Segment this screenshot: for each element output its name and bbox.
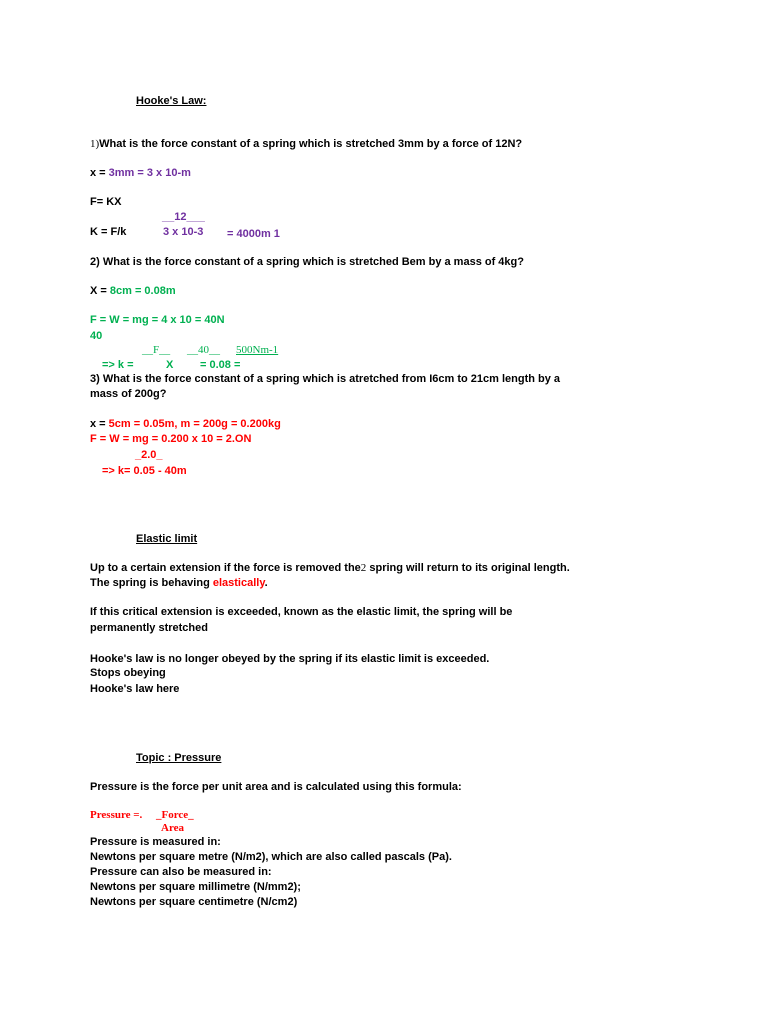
q1-x-value: 3mm = 3 x 10-m xyxy=(108,167,191,179)
pressure-line-3: Newtons per square metre (N/m2), which are also called pascals (Pa). xyxy=(90,851,452,863)
q1-x-label: x = xyxy=(90,167,109,179)
q1-k-line xyxy=(90,225,126,239)
q2-x-label: X = xyxy=(90,285,110,297)
pressure-line-2: Pressure is measured in: xyxy=(90,836,221,848)
q3-x-label: x = xyxy=(90,418,109,430)
q2-40-fraction: __40__ xyxy=(187,344,220,356)
q1-numerator: __12___ xyxy=(162,211,205,223)
q1-denominator: 3 x 10-3 xyxy=(163,226,204,238)
q3-force-line: F = W = mg = 0.200 x 10 = 2.ON xyxy=(90,433,252,445)
heading-pressure: Topic : Pressure xyxy=(136,752,222,764)
pressure-formula-label: Pressure =. xyxy=(90,809,143,821)
pressure-formula-numerator: _Force_ xyxy=(156,809,194,821)
elastic-para-1-text-d: The spring is behaving xyxy=(90,577,213,589)
q2-x-value: 8cm = 0.08m xyxy=(109,285,176,297)
elastic-para-3-line-2: Stops obeying xyxy=(90,667,166,679)
elastic-para-2-line-2: permanently stretched xyxy=(90,622,208,634)
elastic-para-2-line-1: If this critical extension is exceeded, known as the elastic limit, the spring will be xyxy=(90,606,513,618)
elastic-para-1-line-2 xyxy=(90,576,268,590)
pressure-intro: Pressure is the force per unit area and is calculated using this formula: xyxy=(90,781,462,793)
q2-extension-line xyxy=(90,284,176,298)
q3-x-value: 5cm = 0.05m, m = 200g = 0.200kg xyxy=(108,418,281,430)
pressure-formula-denominator: Area xyxy=(161,822,185,834)
q2-k-label: => k = xyxy=(102,359,134,371)
q3-extension-line xyxy=(90,417,281,431)
elastic-keyword: elastically xyxy=(212,577,265,589)
elastic-para-3-line-1: Hooke's law is no longer obeyed by the spring if its elastic limit is exceeded. xyxy=(90,653,490,665)
q3-k-line: => k= 0.05 - 40m xyxy=(102,465,187,477)
question-2: 2) What is the force constant of a spring which is stretched Bem by a mass of 4kg? xyxy=(90,256,524,268)
q2-f-fraction: __F__ xyxy=(142,344,171,356)
question-1-text: What is the force constant of a spring which is stretched 3mm by a force of 12N? xyxy=(99,138,523,150)
elastic-para-1-line-1 xyxy=(90,561,570,575)
elastic-para-1-stray-2: 2 xyxy=(360,562,367,574)
q2-result: 500Nm-1 xyxy=(236,344,279,356)
q3-numerator: _2.0_ xyxy=(135,449,163,461)
q2-forty: 40 xyxy=(90,330,103,342)
question-1-number: 1) xyxy=(90,138,100,150)
q1-extension-line xyxy=(90,166,191,180)
heading-hookes-law: Hooke's Law: xyxy=(136,95,207,107)
pressure-line-4: Pressure can also be measured in: xyxy=(90,866,272,878)
q2-k-x: X xyxy=(166,359,174,371)
q1-force-formula: F= KX xyxy=(90,196,122,208)
q2-k-eq: = 0.08 = xyxy=(200,359,241,371)
elastic-para-3-line-3: Hooke's law here xyxy=(90,683,180,695)
heading-elastic-limit: Elastic limit xyxy=(136,533,198,545)
q2-force-line: F = W = mg = 4 x 10 = 40N xyxy=(90,314,225,326)
pressure-line-6: Newtons per square centimetre (N/cm2) xyxy=(90,896,298,908)
pressure-line-5: Newtons per square millimetre (N/mm2); xyxy=(90,881,301,893)
q1-result: = 4000m 1 xyxy=(227,228,280,240)
question-3-line-1: 3) What is the force constant of a spring which is atretched from I6cm to 21cm length by a xyxy=(90,373,561,385)
elastic-para-1-period: . xyxy=(264,577,268,589)
question-1 xyxy=(90,137,522,151)
q1-k-label: K = F/k xyxy=(90,226,127,238)
elastic-para-1-text-c: spring will return to its original length. xyxy=(366,562,570,574)
elastic-para-1-text-a: Up to a certain extension if the force is removed the xyxy=(90,562,361,574)
question-3-line-2: mass of 200g? xyxy=(90,388,167,400)
